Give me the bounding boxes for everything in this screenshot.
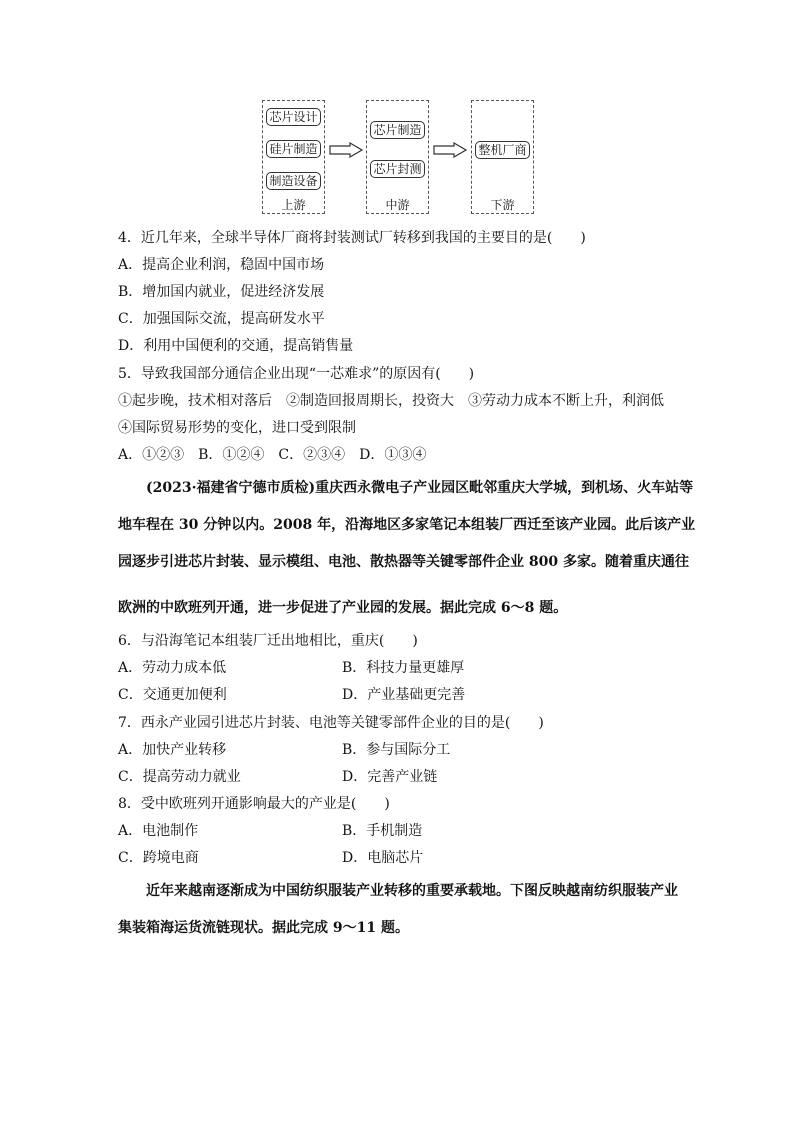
midstream-label: 中游 [385,198,410,212]
q6-stem: 6．与沿海笔记本组装厂迁出地相比，重庆( ) [118,633,418,649]
node-chip-design: 芯片设计 [266,108,321,126]
q5-statements-line2: ④国际贸易形势的变化，进口受到限制 [118,420,356,436]
node-manufacturing-equipment: 制造设备 [266,172,321,190]
q4-option-c: C．加强国际交流，提高研发水平 [118,311,325,327]
chip-industry-chain-diagram [262,100,534,216]
q5-stem: 5．导致我国部分通信企业出现“一芯难求”的原因有( ) [118,366,475,382]
arrow-right-icon [433,142,467,158]
q7-option-b: B．参与国际分工 [342,742,451,758]
q8-option-c: C．跨境电商 [118,850,199,866]
q6-option-a: A．劳动力成本低 [118,660,227,676]
q4-stem: 4．近几年来，全球半导体厂商将封装测试厂转移到我国的主要目的是( ) [118,230,586,246]
q5-options: A．①②③ B．①②④ C．②③④ D．①③④ [118,447,427,463]
midstream-box [366,100,429,214]
downstream-box [471,100,534,214]
passage1-line1: (2023·福建省宁德市质检)重庆西永微电子产业园区毗邻重庆大学城，到机场、火车站等 [146,480,694,496]
passage1-line3: 园逐步引进芯片封装、显示模组、电池、散热器等关键零部件企业 800 多家。随着重庆通往 [118,554,689,570]
q5-statements-line1: ①起步晚，技术相对落后 ②制造回报周期长，投资大 ③劳动力成本不断上升，利润低 [118,393,664,409]
q6-option-b: B．科技力量更雄厚 [342,660,465,676]
q8-option-b: B．手机制造 [342,823,423,839]
passage1-line2: 地车程在 30 分钟以内。2008 年，沿海地区多家笔记本组装厂西迁至该产业园。此后该产业 [118,517,696,533]
node-whole-machine-maker: 整机厂商 [475,141,530,159]
upstream-box [262,100,325,214]
node-chip-manufacturing: 芯片制造 [370,121,425,139]
q8-stem: 8．受中欧班列开通影响最大的产业是( ) [118,796,390,812]
passage1-line4: 欧洲的中欧班列开通，进一步促进了产业园的发展。据此完成 6～8 题。 [118,600,568,616]
q8-option-a: A．电池制作 [118,823,199,839]
q7-option-c: C．提高劳动力就业 [118,769,241,785]
passage2-line2: 集装箱海运货流链现状。据此完成 9～11 题。 [118,920,409,936]
q6-option-c: C．交通更加便利 [118,687,227,703]
passage2-line1: 近年来越南逐渐成为中国纺织服装产业转移的重要承载地。下图反映越南纺织服装产业 [146,883,678,899]
q7-option-d: D．完善产业链 [342,769,438,785]
q7-option-a: A．加快产业转移 [118,742,227,758]
upstream-label: 上游 [281,198,306,212]
q4-option-a: A．提高企业利润，稳固中国市场 [118,257,325,273]
q6-option-d: D．产业基础更完善 [342,687,466,703]
node-chip-packaging-testing: 芯片封测 [370,160,425,178]
q4-option-b: B．增加国内就业，促进经济发展 [118,284,325,300]
downstream-label: 下游 [490,198,515,212]
q4-option-d: D．利用中国便利的交通，提高销售量 [118,338,354,354]
q7-stem: 7．西永产业园引进芯片封装、电池等关键零部件企业的目的是( ) [118,715,544,731]
arrow-right-icon [329,142,363,158]
q8-option-d: D．电脑芯片 [342,850,424,866]
node-wafer-manufacturing: 硅片制造 [266,140,321,158]
